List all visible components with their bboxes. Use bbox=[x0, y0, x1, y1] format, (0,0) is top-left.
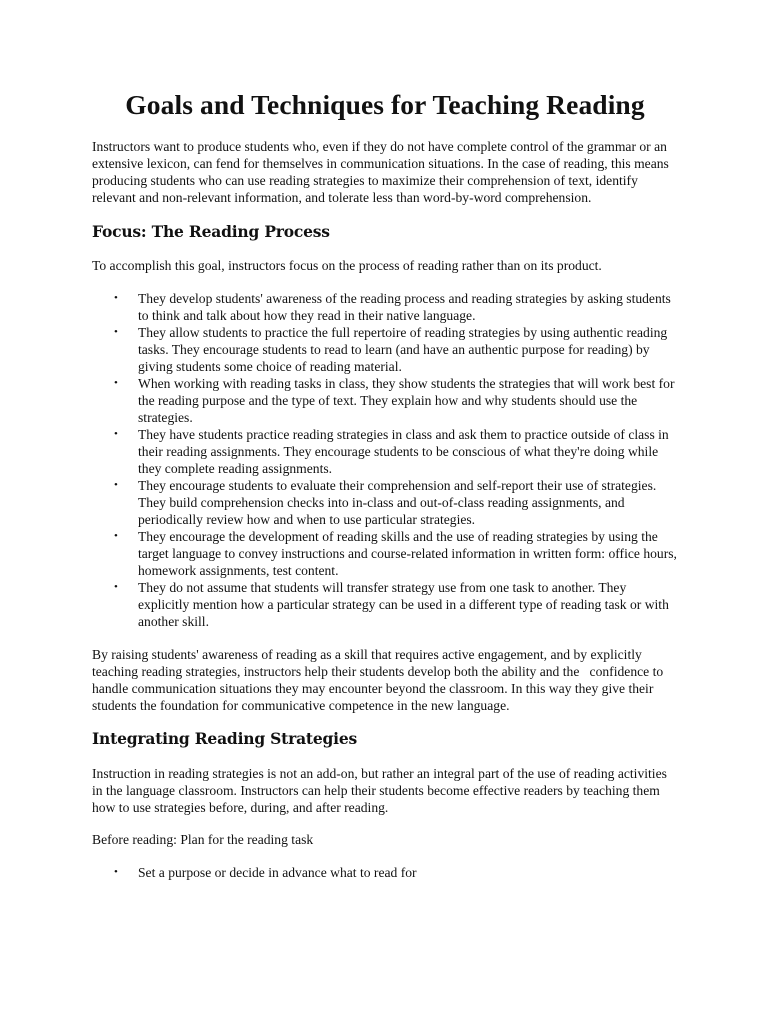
bullet-icon: • bbox=[114, 530, 118, 542]
focus-heading: Focus: The Reading Process bbox=[92, 222, 330, 241]
before-reading-label: Before reading: Plan for the reading task bbox=[92, 832, 314, 847]
list-item bbox=[92, 290, 678, 324]
list-item bbox=[92, 477, 678, 528]
list-item bbox=[92, 426, 678, 477]
list-item bbox=[92, 375, 678, 426]
focus-intro-paragraph: To accomplish this goal, instructors focus on the process of reading rather than on its product. bbox=[92, 258, 602, 273]
document-title: Goals and Techniques for Teaching Reading bbox=[125, 89, 645, 120]
bullet-icon: • bbox=[114, 326, 118, 338]
list-item-text: They allow students to practice the full repertoire of reading strategies by using authentic reading tasks. They encourage students to read to learn (and have an authentic purpose for reading) by giving students some choice of reading material. bbox=[138, 325, 668, 374]
list-item bbox=[92, 528, 678, 579]
integrating-paragraph: Instruction in reading strategies is not an add-on, but rather an integral part of the use of reading activities in the language classroom. Instructors can help their students become effective readers by teaching them how to use strategies before, during, and after reading. bbox=[92, 766, 667, 815]
conclusion-paragraph: By raising students' awareness of reading as a skill that requires active engagement, and by explicitly teaching reading strategies, instructors help their students develop both the ability and the confidence to handle communication situations they may encounter beyond the classroom. In this way they give their students the foundation for communicative competence in the new language. bbox=[92, 647, 667, 713]
bullet-icon: • bbox=[114, 479, 118, 491]
integrating-heading: Integrating Reading Strategies bbox=[92, 729, 358, 748]
bullet-icon: • bbox=[114, 292, 118, 304]
bullet-icon: • bbox=[114, 866, 118, 878]
list-item-text: They encourage the development of reading skills and the use of reading strategies by using the target language to convey instructions and course-related information in written form: office hours, homework assignments, test content. bbox=[138, 529, 677, 578]
list-item-text: They have students practice reading strategies in class and ask them to practice outside of class in their reading assignments. They encourage students to be conscious of what they're doing while they complete reading assignments. bbox=[138, 427, 669, 476]
list-item-text: They develop students' awareness of the reading process and reading strategies by asking students to think and talk about how they read in their native language. bbox=[138, 291, 671, 323]
list-item-text: When working with reading tasks in class, they show students the strategies that will work best for the reading purpose and the type of text. They explain how and why students should use the strategies. bbox=[138, 376, 675, 425]
bullet-icon: • bbox=[114, 428, 118, 440]
intro-paragraph: Instructors want to produce students who, even if they do not have complete control of the grammar or an extensive lexicon, can fend for themselves in communication situations. In the case of reading, this means producing students who can use reading strategies to maximize their comprehension of text, identify relevant and non-relevant information, and tolerate less than word-by-word comprehension. bbox=[92, 139, 669, 205]
list-item bbox=[92, 579, 678, 630]
bullet-icon: • bbox=[114, 581, 118, 593]
focus-list bbox=[92, 290, 678, 630]
list-item bbox=[92, 864, 678, 881]
before-reading-list bbox=[92, 864, 678, 881]
list-item-text: They encourage students to evaluate their comprehension and self-report their use of strategies. They build comprehension checks into in-class and out-of-class reading assignments, and periodically review how and when to use particular strategies. bbox=[138, 478, 657, 527]
document-page bbox=[92, 0, 678, 881]
list-item-text: Set a purpose or decide in advance what to read for bbox=[138, 865, 417, 880]
bullet-icon: • bbox=[114, 377, 118, 389]
list-item bbox=[92, 324, 678, 375]
list-item-text: They do not assume that students will transfer strategy use from one task to another. They explicitly mention how a particular strategy can be used in a different type of reading task or with another skill. bbox=[138, 580, 669, 629]
